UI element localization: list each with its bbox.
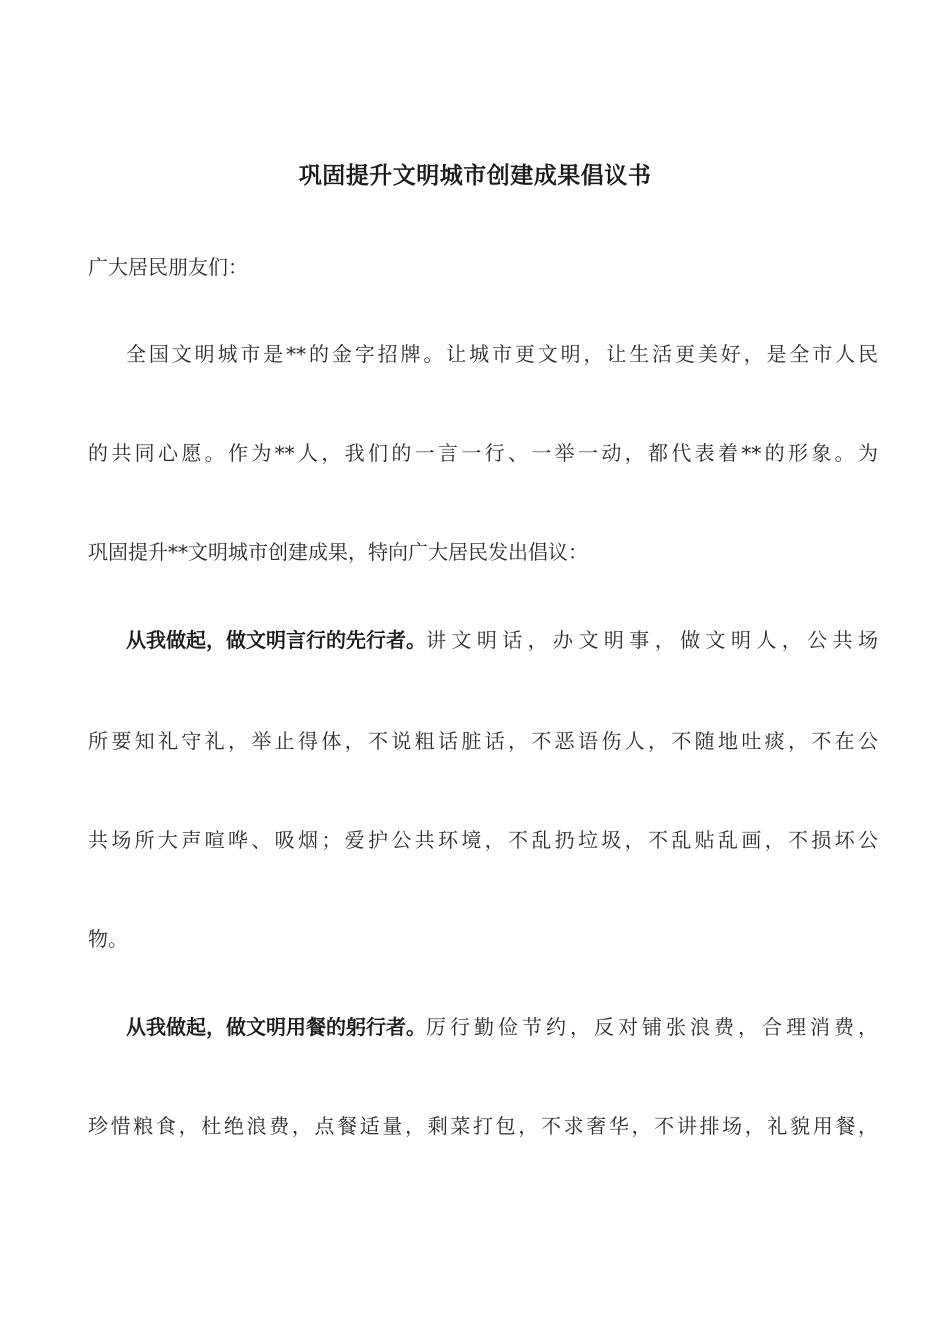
paragraph-3-heading: 从我做起，做文明用餐的躬行者。 <box>126 1015 426 1039</box>
salutation: 广大居民朋友们： <box>88 255 248 279</box>
paragraph-3-line-1-text: 厉行勤俭节约，反对铺张浪费，合理消费， <box>426 1015 878 1039</box>
paragraph-2-line-1 <box>126 626 878 654</box>
paragraph-3-line-1 <box>126 1013 878 1041</box>
paragraph-1-line-1: 全国文明城市是**的金字招牌。让城市更文明，让生活更美好，是全市人民 <box>126 342 878 366</box>
paragraph-2-line-4: 物。 <box>88 927 128 951</box>
paragraph-3-line-2: 珍惜粮食，杜绝浪费，点餐适量，剩菜打包，不求奢华，不讲排场，礼貌用餐， <box>88 1114 878 1138</box>
paragraph-2-line-1-text: 讲文明话，办文明事，做文明人，公共场 <box>426 628 878 652</box>
paragraph-2-heading: 从我做起，做文明言行的先行者。 <box>126 628 426 652</box>
paragraph-1-line-3: 巩固提升**文明城市创建成果，特向广大居民发出倡议： <box>88 540 588 564</box>
paragraph-2-line-2: 所要知礼守礼，举止得体，不说粗话脏话，不恶语伤人，不随地吐痰，不在公 <box>88 729 878 753</box>
paragraph-1-line-2: 的共同心愿。作为**人，我们的一言一行、一举一动，都代表着**的形象。为 <box>88 441 878 465</box>
document-title: 巩固提升文明城市创建成果倡议书 <box>298 162 652 189</box>
paragraph-2-line-3: 共场所大声喧哗、吸烟；爱护公共环境，不乱扔垃圾，不乱贴乱画，不损坏公 <box>88 828 878 852</box>
